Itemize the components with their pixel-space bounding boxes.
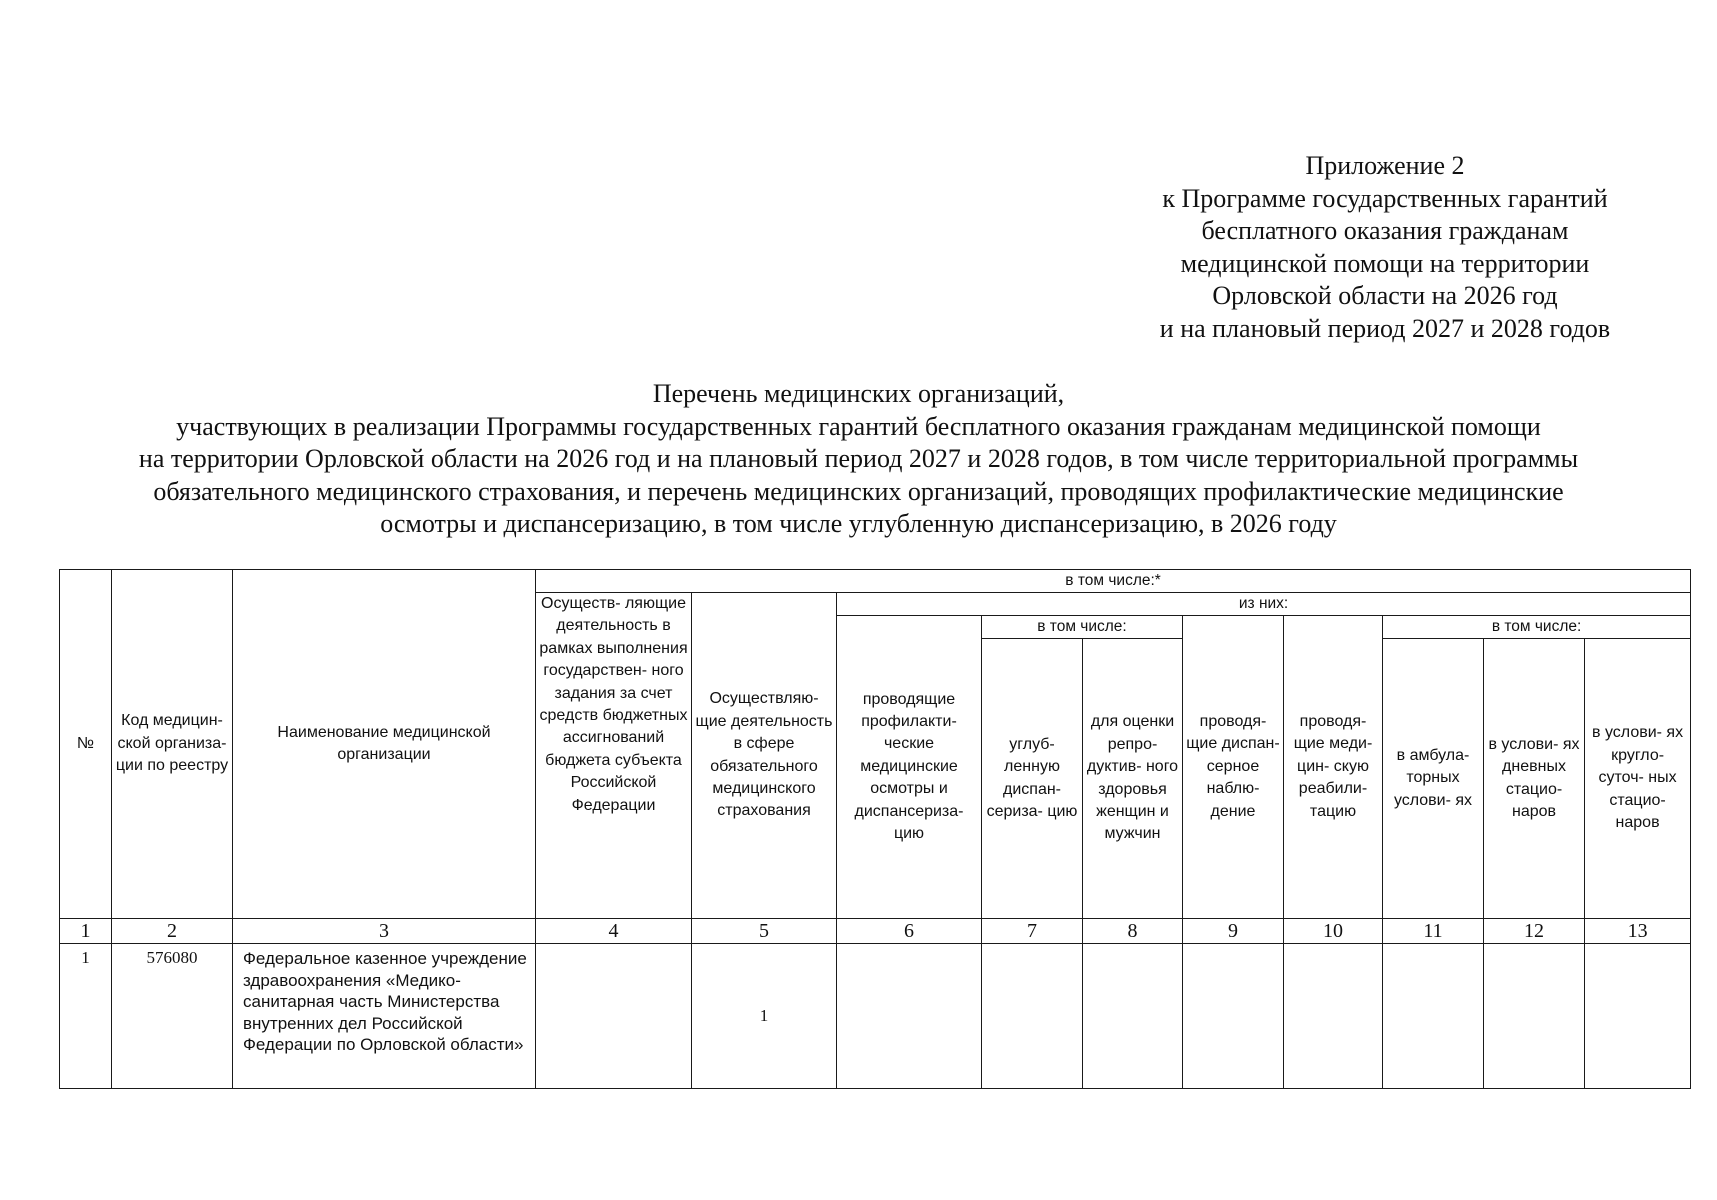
column-number: 3 [233, 919, 536, 944]
appendix-line: и на плановый период 2027 и 2028 годов [1159, 313, 1611, 343]
row-name: Федеральное казенное учреждение здравоохранения «Медико-санитарная часть Министерства внутренних дел Российской Федерации по Орловской области» [233, 944, 536, 1089]
header-rehab: проводя- щие меди- цин- скую реабили- тацию [1284, 616, 1383, 919]
appendix-line: медицинской помощи на территории [1180, 248, 1590, 278]
column-number: 9 [1183, 919, 1284, 944]
title-line: осмотры и диспансеризацию, в том числе углубленную диспансеризацию, в 2026 году [380, 509, 1337, 538]
row-ambulatory [1383, 944, 1484, 1089]
appendix-line: бесплатного оказания гражданам [1201, 216, 1569, 245]
row-oms: 1 [692, 944, 837, 1089]
header-of-them: из них: [837, 593, 1691, 616]
column-number: 1 [60, 919, 112, 944]
row-preventive [837, 944, 982, 1089]
table-row [60, 944, 1691, 1089]
column-number: 8 [1083, 919, 1183, 944]
header-dispensary: проводя- щие диспан- серное наблю- дение [1183, 616, 1284, 919]
column-number: 5 [692, 919, 837, 944]
row-rehab [1284, 944, 1383, 1089]
row-code: 576080 [112, 944, 233, 1089]
column-number: 2 [112, 919, 233, 944]
document-title [40, 378, 1677, 541]
appendix-line: Орловской области на 2026 год [1212, 281, 1558, 310]
appendix-line: к Программе государственных гарантий [1162, 183, 1608, 213]
header-name: Наименование медицинской организации [233, 570, 536, 919]
row-dispensary [1183, 944, 1284, 1089]
header-oms: Осуществляю- щие деятельность в сфере обязательного медицинского страхования [692, 593, 837, 919]
header-round-clock: в услови- ях кругло- суточ- ных стацио- наров [1585, 639, 1691, 919]
organizations-table [59, 569, 1691, 1089]
column-number: 6 [837, 919, 982, 944]
header-number: № [60, 570, 112, 919]
header-deep: углуб- ленную диспан- сериза- цию [982, 639, 1083, 919]
appendix-caption [1090, 150, 1680, 345]
header-reproductive: для оценки репро- дуктив- ного здоровья женщин и мужчин [1083, 639, 1183, 919]
title-line: Перечень медицинских организаций, [652, 379, 1065, 408]
header-including-preventive: в том числе: [982, 616, 1183, 639]
row-round-clock [1585, 944, 1691, 1089]
row-budget [536, 944, 692, 1089]
header-day-hospital: в услови- ях дневных стацио- наров [1484, 639, 1585, 919]
header-code: Код медицин- ской организа- ции по реестру [112, 570, 233, 919]
header-including-rehab: в том числе: [1383, 616, 1691, 639]
header-budget: Осуществ- ляющие деятельность в рамках выполнения государствен- ного задания за счет средств бюджетных ассигнований бюджета субъекта Российской Федерации [536, 593, 692, 919]
row-day-hospital [1484, 944, 1585, 1089]
header-including: в том числе:* [536, 570, 1691, 593]
title-line: обязательного медицинского страхования, и перечень медицинских организаций, проводящих профилактические медицинские [153, 476, 1564, 506]
title-line: участвующих в реализации Программы государственных гарантий бесплатного оказания гражданам медицинской помощи [176, 411, 1541, 441]
column-number: 11 [1383, 919, 1484, 944]
column-number: 10 [1284, 919, 1383, 944]
column-number: 13 [1585, 919, 1691, 944]
appendix-line: Приложение 2 [1305, 151, 1465, 180]
title-line: на территории Орловской области на 2026 год и на плановый период 2027 и 2028 годов, в том числе территориальной программы [138, 444, 1579, 473]
column-numbers-row [60, 919, 1691, 944]
column-number: 4 [536, 919, 692, 944]
column-number: 12 [1484, 919, 1585, 944]
header-preventive: проводящие профилакти- ческие медицинские осмотры и диспансериза- цию [837, 616, 982, 919]
row-number: 1 [60, 944, 112, 1089]
row-deep [982, 944, 1083, 1089]
column-number: 7 [982, 919, 1083, 944]
row-reproductive [1083, 944, 1183, 1089]
header-ambulatory: в амбула- торных услови- ях [1383, 639, 1484, 919]
